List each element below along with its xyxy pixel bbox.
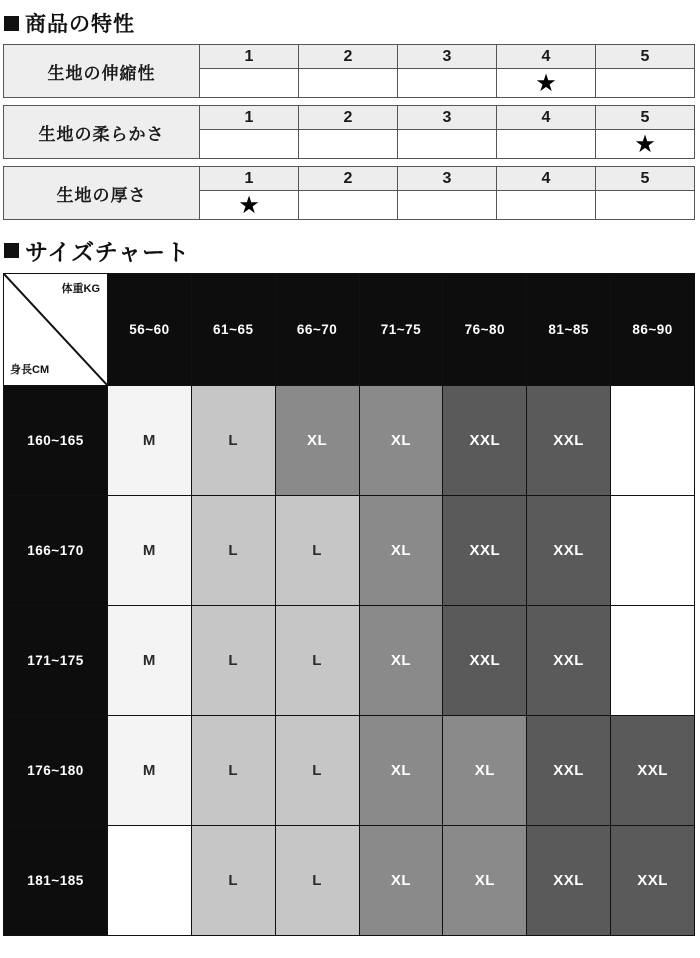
square-bullet-icon <box>4 243 19 258</box>
feature-scale-row <box>4 167 695 191</box>
feature-scale-row <box>4 45 695 69</box>
size-cell: M <box>108 606 192 716</box>
feature-scale-number: 4 <box>497 167 596 191</box>
feature-scale-number: 3 <box>398 106 497 130</box>
size-cell: XXL <box>443 386 527 496</box>
size-cell: XL <box>359 386 443 496</box>
height-row-header: 176~180 <box>4 716 108 826</box>
feature-rating-cell <box>596 191 695 220</box>
height-row-header: 171~175 <box>4 606 108 716</box>
size-cell <box>611 606 695 716</box>
size-cell <box>611 386 695 496</box>
size-chart-header-row <box>4 274 695 386</box>
feature-rating-cell <box>497 69 596 98</box>
feature-rating-cell <box>299 69 398 98</box>
feature-rating-cell <box>299 130 398 159</box>
size-cell: XXL <box>527 496 611 606</box>
size-chart-row <box>4 716 695 826</box>
size-cell: XL <box>359 496 443 606</box>
size-cell <box>108 826 192 936</box>
feature-scale-number: 3 <box>398 167 497 191</box>
feature-block <box>3 44 695 98</box>
feature-rating-cell <box>398 191 497 220</box>
square-bullet-icon <box>4 16 19 31</box>
height-axis-label: 身長CM <box>10 364 50 376</box>
size-cell: XXL <box>611 826 695 936</box>
feature-label: 生地の伸縮性 <box>4 45 200 98</box>
size-cell: XXL <box>443 496 527 606</box>
feature-rating-cell <box>596 69 695 98</box>
weight-column-header: 86~90 <box>611 274 695 386</box>
star-icon: ★ <box>635 132 655 156</box>
feature-scale-row <box>4 106 695 130</box>
feature-scale-number: 1 <box>200 106 299 130</box>
weight-column-header: 81~85 <box>527 274 611 386</box>
size-cell: L <box>191 606 275 716</box>
size-cell: L <box>275 716 359 826</box>
feature-block <box>3 166 695 220</box>
size-chart-body <box>4 386 695 936</box>
size-chart-row <box>4 386 695 496</box>
feature-scale-number: 2 <box>299 45 398 69</box>
feature-scale-number: 4 <box>497 106 596 130</box>
size-cell: M <box>108 386 192 496</box>
size-cell: XL <box>359 826 443 936</box>
size-chart-row <box>4 606 695 716</box>
size-cell: M <box>108 716 192 826</box>
feature-scale-number: 5 <box>596 106 695 130</box>
product-spec-page <box>0 8 700 936</box>
size-cell: L <box>191 716 275 826</box>
height-row-header: 181~185 <box>4 826 108 936</box>
size-cell: XL <box>443 716 527 826</box>
feature-scale-number: 5 <box>596 167 695 191</box>
feature-rating-cell <box>299 191 398 220</box>
size-chart-row <box>4 496 695 606</box>
size-heading-label: サイズチャート <box>25 239 191 265</box>
feature-rating-cell <box>200 191 299 220</box>
weight-column-header: 76~80 <box>443 274 527 386</box>
weight-column-header: 66~70 <box>275 274 359 386</box>
size-cell: M <box>108 496 192 606</box>
size-cell: XXL <box>611 716 695 826</box>
feature-scale-number: 4 <box>497 45 596 69</box>
feature-label: 生地の柔らかさ <box>4 106 200 159</box>
size-cell: L <box>275 606 359 716</box>
feature-scale-number: 1 <box>200 167 299 191</box>
feature-rating-cell <box>596 130 695 159</box>
size-cell: XL <box>275 386 359 496</box>
feature-rating-cell <box>497 191 596 220</box>
size-cell: XXL <box>443 606 527 716</box>
feature-scale-number: 2 <box>299 167 398 191</box>
size-cell: XXL <box>527 386 611 496</box>
feature-rating-cell <box>200 69 299 98</box>
size-cell <box>611 496 695 606</box>
size-cell: XXL <box>527 716 611 826</box>
feature-rating-cell <box>398 130 497 159</box>
axis-corner-cell <box>4 274 108 386</box>
size-cell: XXL <box>527 606 611 716</box>
size-cell: L <box>191 496 275 606</box>
height-row-header: 160~165 <box>4 386 108 496</box>
feature-label: 生地の厚さ <box>4 167 200 220</box>
feature-block <box>3 105 695 159</box>
feature-scale-number: 3 <box>398 45 497 69</box>
star-icon: ★ <box>536 71 556 95</box>
weight-column-header: 56~60 <box>108 274 192 386</box>
size-chart-table <box>3 273 695 936</box>
size-cell: XL <box>359 606 443 716</box>
weight-column-header: 61~65 <box>191 274 275 386</box>
feature-blocks-container <box>0 44 700 220</box>
size-cell: L <box>191 826 275 936</box>
size-section-heading <box>4 234 700 267</box>
feature-rating-cell <box>398 69 497 98</box>
feature-rating-cell <box>497 130 596 159</box>
feature-scale-number: 2 <box>299 106 398 130</box>
size-cell: L <box>191 386 275 496</box>
feature-scale-number: 1 <box>200 45 299 69</box>
feature-rating-cell <box>200 130 299 159</box>
features-heading-label: 商品の特性 <box>25 13 135 36</box>
features-section-heading <box>4 8 700 38</box>
size-cell: L <box>275 496 359 606</box>
height-row-header: 166~170 <box>4 496 108 606</box>
weight-axis-label: 体重KG <box>61 283 100 295</box>
size-chart-row <box>4 826 695 936</box>
size-cell: XXL <box>527 826 611 936</box>
star-icon: ★ <box>239 193 259 217</box>
size-cell: XL <box>443 826 527 936</box>
weight-column-header: 71~75 <box>359 274 443 386</box>
feature-scale-number: 5 <box>596 45 695 69</box>
size-cell: XL <box>359 716 443 826</box>
size-cell: L <box>275 826 359 936</box>
